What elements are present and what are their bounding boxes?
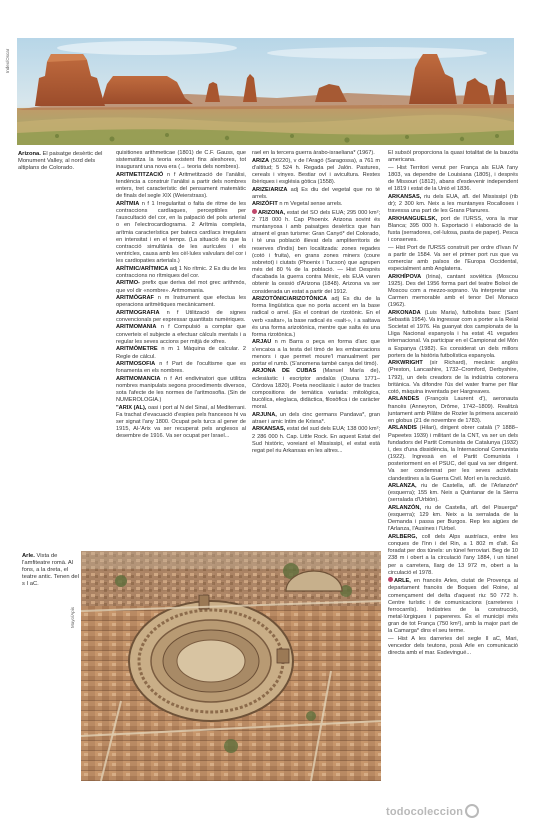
dictionary-entry <box>116 346 246 360</box>
entry-text: n f Art endivinatori que utilitza nombres manipulats segons procediments diversos, sota l'afecte de les normes de l'aritmosofia. (Sin de NUMEROLOGIA.) <box>116 375 246 404</box>
entry-headword: ARITMOSOFIA <box>116 361 156 368</box>
entry-text: n f Compulsió a comptar que converteix el subjecte a efectuar càlculs mentals i a regular les seves accions per mitjà de xifres. <box>116 324 246 345</box>
entry-headword: ARITMÒGRAF <box>116 295 154 302</box>
arle-caption-term: Arle. <box>22 553 35 559</box>
entry-text: adj 1 No rítmic. 2 Es diu de les contraccions no rítmiques del cor. <box>116 265 246 279</box>
entry-text: (50220), v de l'Aragó (Saragossa), a 761 m d'altitud; 5 524 h. Regada pel Jalón. Pastures, cereals i vinyes. Bestiar oví i avicultura. Restes ibèriques i església gòtica (1558). <box>252 157 380 186</box>
dictionary-entry <box>252 339 380 368</box>
dictionary-entry <box>116 150 246 171</box>
dictionary-entry <box>116 376 246 405</box>
dictionary-entry <box>252 368 380 411</box>
entry-headword: ARLANDIS <box>388 425 417 432</box>
entry-text: (Luis Maria), futbolista basc (Sant Sebastià 1954). Va ingressar com a porter a la Reial Societat el 1976. Ha guanyat dos campionats de la Lliga Nacional espanyola i ha estat 41 vegades internacional. Va participar en el Campionat del Món a Espanya (1982). Es considerat un dels millors porters de la història futbolística espanyola. <box>388 309 518 359</box>
arle-caption <box>22 553 82 588</box>
entry-text: n f Utilització de signes convencionals per expressar quantitats numèriques. <box>116 309 246 323</box>
entry-text: El subsòl proporciona la quasi totalitat de la bauxita americana. <box>388 150 518 164</box>
dictionary-entry <box>252 201 380 208</box>
entry-text: port de l'URSS, vora la mar Blanca; 395 000 h. Exportació i elaboració de la fusta (serradores, cel·lulosa, pasta de paper). Pesca i conserves. <box>388 215 518 244</box>
entry-headword: ARITMOMANCIA <box>116 375 161 382</box>
entry-text: adj Es diu del vegetal que no té arrels. <box>252 186 380 200</box>
entry-headword: ARLBERG, <box>388 533 418 540</box>
dictionary-entry <box>388 165 518 194</box>
illustrated-entry-bullet-icon <box>388 577 393 582</box>
dictionary-entry <box>252 412 380 426</box>
entry-headword: ARIZE/ARIZA <box>252 186 288 193</box>
entry-headword: ARLANZA, <box>388 483 417 490</box>
entry-text: un dels cinc germans Pandava*, gran atraer i amic íntim de Krixna*. <box>252 411 380 425</box>
entry-headword: ARKWRIGHT <box>388 360 423 367</box>
photo-credit-bottom: Mayo/Apis <box>70 606 75 628</box>
entry-headword: ARIZOTÒNIC/ARIZOTÒNICA <box>252 296 328 303</box>
dictionary-entry <box>388 577 518 635</box>
watermark-logo-icon <box>465 804 479 818</box>
entry-text: n m Barra o peça en forma d'arc que s'encaixa a la testa del timó de les embarcacions menors i que permet moure'l manualment per portar el rumb. (S'anomena també canya del timó). <box>252 339 380 367</box>
text-column-1 <box>116 150 246 550</box>
dictionary-entry <box>116 172 246 201</box>
arizona-caption-term: Arizona. <box>18 151 41 157</box>
dictionary-entry <box>388 310 518 360</box>
entry-headword: ARITMO- <box>116 280 140 287</box>
entry-headword: ARÍTMIC/ARÍTMICA <box>116 265 169 272</box>
entry-headword: ARKONADA <box>388 309 421 316</box>
dictionary-entry <box>252 426 380 455</box>
entry-headword: ARJONA DE CUBAS <box>252 368 317 375</box>
entry-text: — Hist Territori venut per França als EUA l'any 1803, va dependre de Louisiana (1805), i després de Missouri (1812), abans d'esdevenir independent el 1819 i estat de la Unió el 1836. <box>388 164 518 193</box>
entry-text: n f Part de l'ocultisme que es fonamenta en els nombres. <box>116 361 246 375</box>
entry-headword: ARITMÒMETRE <box>116 346 158 353</box>
dictionary-entry <box>252 150 380 157</box>
entry-headword: ARIZÒFIT <box>252 201 278 208</box>
entry-text: riu de Castella, afl. de l'Arlanzón* (esquerra); 155 km. Neix a Quintanar de la Sierra (serralada d'Urbión). <box>388 483 518 504</box>
entry-text: estat del sud dels EUA; 138 000 km²; 2 286 000 h. Cap. Little Rock. En aquest Estat del Sud històric, voreiant el Mississipí, el estat està regat pel riu Arkansas en les altres... <box>252 426 380 454</box>
entry-headword: ARKANSAS, <box>252 426 286 433</box>
dictionary-entry <box>116 266 246 280</box>
arle-caption-text: Vista de l'amfiteatre romà. Al fons, a la dreta, el teatre antic. Tenen del s I aC. <box>22 553 79 587</box>
entry-headword: "ARIX (AL), <box>116 404 147 411</box>
entry-text: — Hist A les darreries del segle II aC, Mari, vencedor dels teutons, posà Arle en comunicació directa amb el mar. Esdevingué... <box>388 635 518 657</box>
dictionary-entry <box>388 274 518 310</box>
dictionary-entry <box>388 425 518 482</box>
dictionary-entry <box>388 360 518 396</box>
arizona-caption <box>18 151 110 172</box>
entry-text: quisitiones arithmeticae (1801) de C.F. Gauss, que sistematitza la teoria existent fins aleshores, tot inaugurant una nova era (→ teoria dels nombres). <box>116 150 246 171</box>
arizona-monument-valley-photo <box>17 38 514 145</box>
entry-headword: ARLE, <box>394 578 411 585</box>
photo-credit-top: Index/Oscar <box>5 48 10 73</box>
entry-text: n m Instrument que efectua les operacions aritmètiques mecànicament. <box>116 295 246 309</box>
dictionary-entry <box>388 194 518 215</box>
dictionary-entry <box>116 295 246 309</box>
dictionary-entry <box>116 201 246 265</box>
entry-headword: ARÍTMIA <box>116 200 140 207</box>
dictionary-entry <box>388 245 518 274</box>
entry-text: (François Laurent d'), aeronauta francès (Anneyron, Drôme, 1742–1809). Realitzà juntament amb Pilâtre de Rozier la primera ascensió en globus (21 de novembre de 1783). <box>388 396 518 424</box>
entry-headword: ARKANSAS, <box>388 193 422 200</box>
entry-text: n m 1 Màquina de calcular. 2 Regle de càlcul. <box>116 346 246 360</box>
dictionary-entry <box>252 296 380 339</box>
dictionary-entry <box>116 324 246 345</box>
dictionary-entry <box>116 405 246 441</box>
watermark-text: todocoleccion <box>386 806 464 818</box>
dictionary-entry <box>388 216 518 245</box>
entry-text: rael en la tercera guerra àrabo-israeliana* (1967). <box>252 150 375 156</box>
entry-text: — Hist Port de l'URSS construït per ordre d'Ivan IV a partir de 1584. Va ser el primer port rus que va comerciar amb països de l'Europa Occidental, especialment amb Anglaterra. <box>388 244 518 273</box>
entry-text: (Irina), cantant soviètica (Moscou 1925). Des del 1956 forma part del teatre Bolxoi de Moscou com a mezzo-soprano. Va interpretar una Carmen memorable amb el tenor Del Monaco (1962). <box>388 273 518 309</box>
entry-headword: ARITMOMANIA <box>116 324 157 331</box>
entry-headword: ARIZONA, <box>258 209 286 216</box>
entry-headword: ARITMOGRAFIA <box>116 309 160 316</box>
entry-text: coll dels Alps austríacs, entre les conques de l'Inn i del Rin, a 1 802 m d'alt. És foradat per dos túnels: un túnel ferroviari. Beg de 10 238 m i obert a la circulació l'any 1884, i un túnel per a carretera, llarg de 13 972 m, obert a la circulació el 1978. <box>388 533 518 576</box>
dictionary-entry <box>252 158 380 187</box>
dictionary-entry <box>252 209 380 296</box>
dictionary-entry <box>116 280 246 294</box>
entry-headword: ARLANDES <box>388 396 420 403</box>
dictionary-entry <box>388 636 518 657</box>
entry-text: oasi i port al N del Sinaí, al Mediterrani. Fa trachat d'evacuació d'espies pels francesos hi va ser signat l'any 1800. Ocupat pels turcs al gener de 1915, Al-'Arix va ser recuperat pels anglesos al desembre de 1916. Va ser ocupat per Israel... <box>116 404 246 440</box>
entry-text: n f Aritmetització de l'anàlisi, tendència a construir l'anàlisi a partir dels nombres enters, tret característic del pensament matemàtic de finals del segle XIX (Weierstrass). <box>116 171 246 200</box>
dictionary-entry <box>388 505 518 534</box>
dictionary-entry <box>388 150 518 164</box>
illustrated-entry-bullet-icon <box>252 209 257 214</box>
dictionary-entry <box>388 396 518 425</box>
entry-headword: ARITMETITZACIÓ <box>116 171 164 178</box>
entry-headword: ARLANZÓN, <box>388 504 421 511</box>
entry-text: riu de Castella, afl. del Pisuerga* (esquerra); 129 km. Neix a la serralada de la Demanda i passa per Burgos. Rep les aigües de l'Arlanza, l'Ausines i l'Urbel. <box>388 504 518 533</box>
entry-text: estat del SO dels EUA; 295 000 km²; 2 718 000 h. Cap Phoenix. Arizona sovint és muntanyosa i amb paisatges desèrtics que han atraent el gran turisme: Gran Canyó* del Colorado, i té una població illevat dels ampliterritoris de reserves d'indis) ben localitzada: zones regades (cotó i fruita), en grans zones miners (coure sobretot) i ciutats (Phoenix i Tucson) que agrupen més del 80 % de la població. — Hist Després d'acabada la guerra contra Mèxic, els EUA varen obtenir la cessió d'Arizona (1848). Arizona va ser considerada un estat a partir del 1912. <box>252 209 380 295</box>
arle-amphitheatre-photo <box>81 551 381 781</box>
entry-headword: ARJUNA, <box>252 411 277 418</box>
dictionary-entry <box>116 361 246 375</box>
arizona-caption-text: El paisatge desèrtic del Monument Valley, al nord dels altiplans de Colorado. <box>18 151 103 171</box>
dictionary-entry <box>252 187 380 201</box>
entry-headword: ARKHANGUELSK, <box>388 215 438 222</box>
entry-text: (sir Richard), mecànic anglès (Preston, Lancashire, 1732–Cromford, Derbyshire, 1792), un dels creadors de la indústria cotonera britànica. Va difondre l'ús del water frame per filar cotó, màquina inventada per Hargreaves. <box>388 360 518 395</box>
dictionary-entry <box>388 534 518 577</box>
entry-text: n f 1 Irregularitat o falta de ritme de les contraccions cardíaques, perceptibles per l'auscultació del cor, en la palpació del pols arterial o en l'electrocardiograma. 2 Arítmia completa, arítmia característica per batecs cardíacs irregulars en intensitat i en el temps. (La situació és que la contracció simultània de les aurícules i els ventricles, causa amb les cèl·lules valvulars del cor i les cardiopaties arterials.) <box>116 200 246 265</box>
entry-headword: ARJAU <box>252 339 272 346</box>
entry-text: adj Es diu de la forma lingüística que no porta accent en la base radical o arrel. (Es el contrari de rizotònic. En el verb «saltar», la base radical és «salt-», i a saltava és una forma arizotònica, mentre que salta és una forma rizotònica.) <box>252 296 380 338</box>
watermark <box>386 804 479 818</box>
entry-text: prefix que deriva del mot grec arithmós, que vol dir «nombre». Aritmomania. <box>116 280 246 294</box>
entry-text: (Hilari), dirigent obrer català (? 1888–Papeetes 1939) i militant de la CNT, va ser un dels fundadors del Partit Comunista de Catalunya (1932) i, des d'una dissidència, la Internacional Comunista (1922). Ingressà en el Partit Comunista i posteriorment en el PSUC, del qual va ser dirigent. Va ser condemnat per les seves activitats clandestines a la Guerra Civil. Morí en la reclusió. <box>388 425 518 482</box>
entry-text: en francès Arles, ciutat de Provença al departament francès de Boques del Roine, al començament del delta d'aquest riu: 50 772 h. Centre turístic i de comunicacions (carreteres i ferrocarrils). Indústries de la construcció, metal·lúrgiques i papereres. És el municipi més gran de tot França (750 km²), amb la major part de la Camarga* dins el seu terme. <box>388 578 518 635</box>
entry-headword: ARIZA <box>252 157 270 164</box>
entry-text: (Manuel María de), eclesiàstic i escriptor andalús (Osuna 1771–Córdova 1820). Poeta neoclàssic i autor de tractes compositions de temàtica variada: mitològica, bucòlica, elegíaca, didàctica, filosòfica i de caràcter moral. <box>252 368 380 411</box>
dictionary-entry <box>116 310 246 324</box>
entry-text: n m Vegetal sense arrels. <box>277 201 343 208</box>
text-column-2 <box>252 150 380 550</box>
text-column-3 <box>388 150 518 780</box>
entry-text: riu dels EUA, afl. del Mississipí (rib dr); 2 300 km. Neix a les muntanyes Rocalloses i travessa una part de les Grans Planures. <box>388 193 518 215</box>
entry-headword: ARKHÍPOVA <box>388 273 422 280</box>
dictionary-entry <box>388 483 518 504</box>
